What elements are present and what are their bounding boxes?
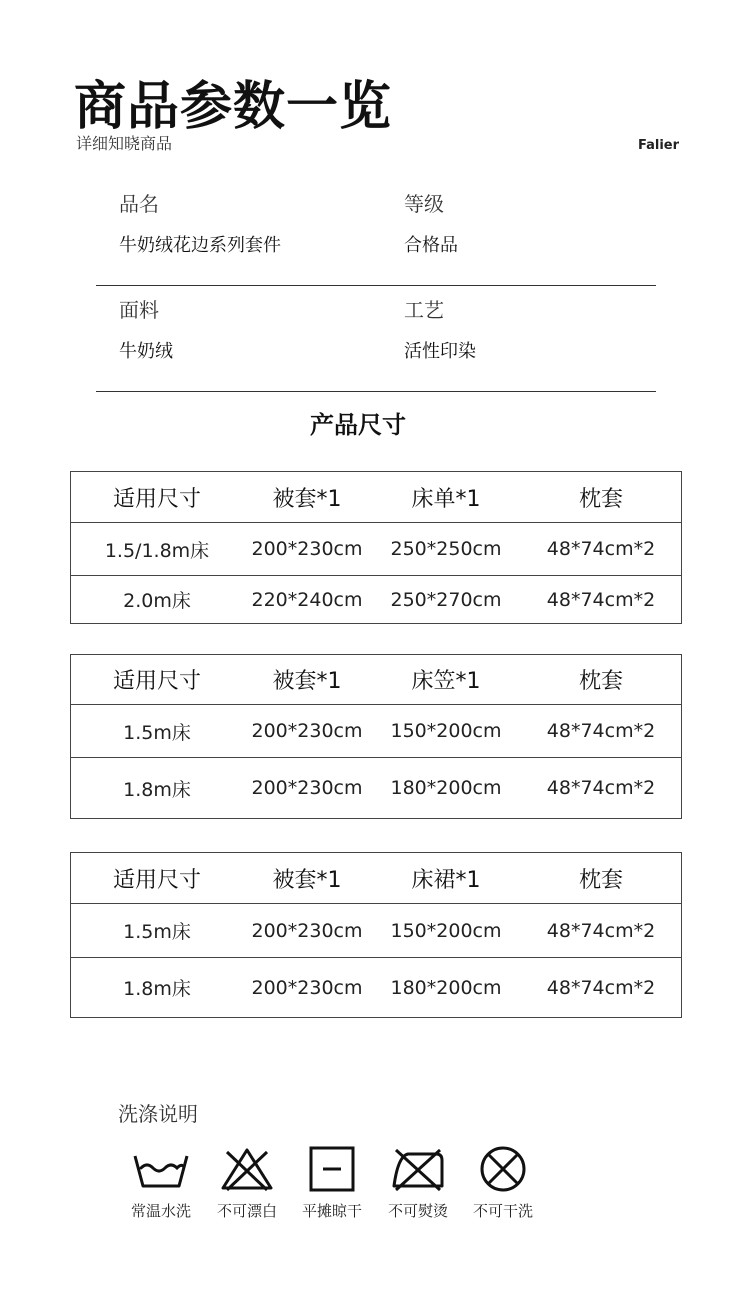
- table-cell: 250*270cm: [390, 588, 502, 611]
- size-table: [70, 654, 682, 819]
- table-cell: 150*200cm: [390, 720, 502, 742]
- table-row: [71, 957, 681, 1017]
- table-header-cell: 适用尺寸: [112, 867, 201, 893]
- param-value: 牛奶绒花边系列套件: [119, 235, 281, 256]
- care-title: 洗涤说明: [118, 1102, 198, 1126]
- table-cell: 1.5m床: [123, 721, 191, 744]
- table-header-row: [71, 655, 681, 704]
- care-item: [458, 1146, 548, 1221]
- care-item: [202, 1146, 292, 1221]
- param-row: [96, 286, 656, 392]
- page-subtitle: 详细知晓商品: [76, 134, 173, 153]
- care-label: 不可熨烫: [387, 1202, 448, 1220]
- table-header-cell: 床笠*1: [411, 669, 481, 694]
- table-header-row: [71, 472, 681, 522]
- table-cell: 180*200cm: [390, 777, 502, 799]
- table-cell: 200*230cm: [251, 777, 363, 799]
- param-label: 品名: [119, 192, 159, 216]
- param-value: 活性印染: [404, 341, 476, 362]
- page-title: 商品参数一览: [74, 77, 393, 137]
- size-table: [70, 852, 682, 1018]
- table-header-cell: 床单*1: [411, 486, 481, 512]
- table-cell: 180*200cm: [390, 976, 502, 999]
- table-row: [71, 575, 681, 623]
- table-header-cell: 被套*1: [272, 669, 342, 694]
- care-label: 不可漂白: [216, 1202, 277, 1220]
- table-header-cell: 枕套: [578, 486, 623, 512]
- table-row: [71, 704, 681, 757]
- no-dry-clean-icon: [473, 1146, 533, 1192]
- param-label: 等级: [404, 192, 444, 216]
- care-item: [116, 1146, 206, 1221]
- param-cell: [404, 294, 476, 363]
- table-header-cell: 枕套: [578, 867, 623, 893]
- table-cell: 1.8m床: [123, 978, 191, 1000]
- brand-logo-text: Falier: [638, 138, 680, 153]
- dry-flat-icon: [302, 1146, 362, 1192]
- care-label: 平摊晾干: [301, 1202, 362, 1220]
- param-value: 牛奶绒: [119, 341, 173, 362]
- table-header-row: [71, 853, 681, 903]
- table-cell: 48*74cm*2: [546, 976, 656, 999]
- care-item: [287, 1146, 377, 1221]
- param-label: 面料: [119, 298, 159, 322]
- param-value: 合格品: [404, 235, 458, 256]
- care-label: 常温水洗: [130, 1202, 191, 1220]
- table-cell: 48*74cm*2: [546, 588, 656, 611]
- care-item: [373, 1146, 463, 1221]
- table-cell: 200*230cm: [251, 919, 363, 942]
- table-cell: 200*230cm: [251, 720, 363, 742]
- table-cell: 200*230cm: [251, 976, 363, 999]
- table-header-cell: 适用尺寸: [112, 669, 201, 694]
- size-section-title: 产品尺寸: [310, 411, 406, 439]
- size-table: [70, 471, 682, 624]
- table-cell: 48*74cm*2: [546, 720, 656, 742]
- table-header-cell: 被套*1: [272, 486, 342, 512]
- table-cell: 220*240cm: [251, 588, 363, 611]
- params-list: [96, 180, 656, 392]
- table-cell: 200*230cm: [251, 538, 363, 560]
- table-header-cell: 被套*1: [272, 867, 342, 893]
- table-row: [71, 757, 681, 818]
- param-cell: [404, 188, 458, 257]
- wash-basin-icon: [131, 1146, 191, 1192]
- table-cell: 48*74cm*2: [546, 919, 656, 942]
- param-row: [96, 180, 656, 286]
- table-cell: 1.5/1.8m床: [104, 539, 210, 562]
- table-header-cell: 床裙*1: [411, 867, 481, 893]
- param-cell: [119, 188, 281, 257]
- table-header-cell: 枕套: [578, 669, 623, 694]
- table-cell: 250*250cm: [390, 538, 502, 560]
- table-cell: 1.5m床: [123, 921, 191, 943]
- table-row: [71, 522, 681, 575]
- param-label: 工艺: [404, 298, 444, 322]
- table-cell: 150*200cm: [390, 919, 502, 942]
- table-cell: 1.8m床: [123, 778, 191, 801]
- table-row: [71, 903, 681, 957]
- table-cell: 2.0m床: [123, 590, 191, 612]
- table-cell: 48*74cm*2: [546, 777, 656, 799]
- param-cell: [119, 294, 173, 363]
- table-cell: 48*74cm*2: [546, 538, 656, 560]
- table-header-cell: 适用尺寸: [112, 486, 201, 512]
- no-iron-icon: [388, 1146, 448, 1192]
- care-label: 不可干洗: [472, 1202, 533, 1220]
- no-bleach-icon: [217, 1146, 277, 1192]
